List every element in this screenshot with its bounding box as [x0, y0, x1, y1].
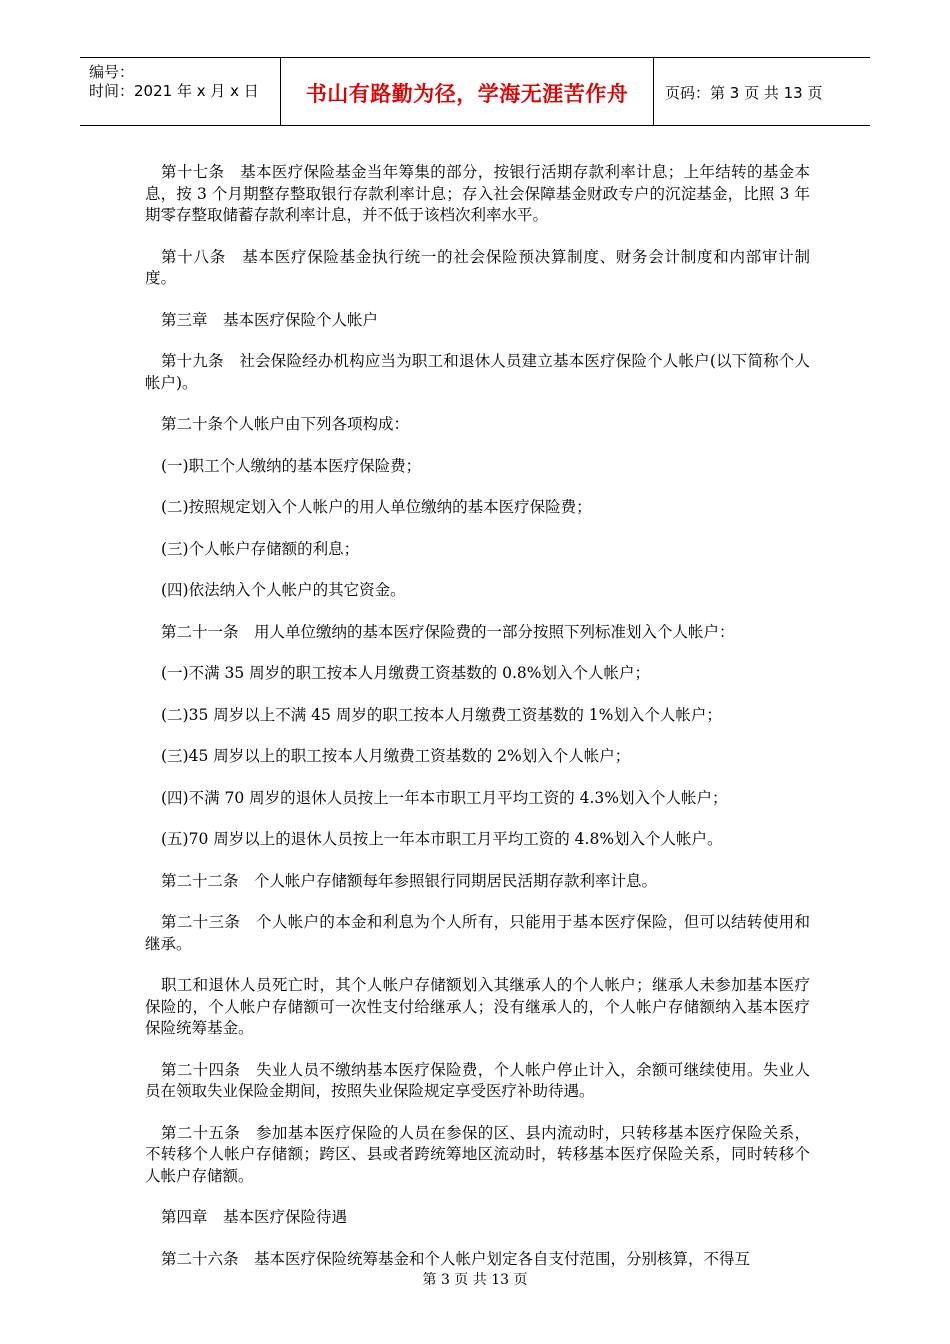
article-21-item-1: (一)不满 35 周岁的职工按本人月缴费工资基数的 0.8%划入个人帐户； — [161, 664, 650, 682]
article-17: 第十七条 基本医疗保险基金当年筹集的部分，按银行活期存款利率计息；上年结转的基金本息，按 3 个月期整存整取银行存款利率计息；存入社会保障基金财政专户的沉淀基金，比照 3 年期零存整取储蓄存款利率计息，并不低于该档次利率水平。 — [145, 163, 810, 224]
page-header — [80, 57, 870, 126]
chapter-4-heading: 第四章 基本医疗保险待遇 — [161, 1208, 348, 1226]
header-motto-cell — [280, 58, 654, 125]
document-date-label: 时间：2021 年 x 月 x 日 — [89, 82, 259, 100]
article-18: 第十八条 基本医疗保险基金执行统一的社会保险预决算制度、财务会计制度和内部审计制度。 — [145, 247, 810, 287]
article-20: 第二十条个人帐户由下列各项构成： — [161, 415, 410, 433]
article-20-item-4: (四)依法纳入个人帐户的其它资金。 — [161, 581, 406, 599]
article-21-item-3: (三)45 周岁以上的职工按本人月缴费工资基数的 2%划入个人帐户； — [161, 747, 631, 765]
article-21-item-2: (二)35 周岁以上不满 45 周岁的职工按本人月缴费工资基数的 1%划入个人帐户； — [161, 705, 722, 724]
article-21-item-5: (五)70 周岁以上的退休人员按上一年本市职工月平均工资的 4.8%划入个人帐户。 — [161, 830, 723, 848]
article-21-item-4: (四)不满 70 周岁的退休人员按上一年本市职工月平均工资的 4.3%划入个人帐户； — [161, 788, 728, 807]
article-23-continued: 职工和退休人员死亡时，其个人帐户存储额划入其继承人的个人帐户；继承人未参加基本医疗保险的，个人帐户存储额可一次性支付给继承人；没有继承人的，个人帐户存储额纳入基本医疗保险统筹基金。 — [145, 976, 810, 1037]
article-24: 第二十四条 失业人员不缴纳基本医疗保险费，个人帐户停止计入，余额可继续使用。失业人员在领取失业保险金期间，按照失业保险规定享受医疗补助待遇。 — [145, 1060, 810, 1100]
article-20-item-2: (二)按照规定划入个人帐户的用人单位缴纳的基本医疗保险费； — [161, 498, 592, 516]
article-20-item-1: (一)职工个人缴纳的基本医疗保险费； — [161, 456, 422, 475]
article-25: 第二十五条 参加基本医疗保险的人员在参保的区、县内流动时，只转移基本医疗保险关系，不转移个人帐户存储额；跨区、县或者跨统筹地区流动时，转移基本医疗保险关系，同时转移个人帐户存储额。 — [145, 1123, 810, 1185]
header-page-info: 页码：第 3 页 共 13 页 — [665, 84, 823, 102]
article-19: 第十九条 社会保险经办机构应当为职工和退休人员建立基本医疗保险个人帐户(以下简称个人帐户)。 — [145, 352, 810, 392]
article-20-item-3: (三)个人帐户存储额的利息； — [161, 539, 360, 558]
document-number-label: 编号： — [89, 63, 135, 81]
header-page-cell — [653, 58, 870, 125]
article-23: 第二十三条 个人帐户的本金和利息为个人所有，只能用于基本医疗保险，但可以结转使用和继承。 — [145, 913, 810, 953]
article-26: 第二十六条 基本医疗保险统筹基金和个人帐户划定各自支付范围，分别核算，不得互 — [161, 1249, 751, 1268]
page-footer: 第 3 页 共 13 页 — [422, 1272, 528, 1288]
document-body — [145, 162, 810, 1290]
article-21: 第二十一条 用人单位缴纳的基本医疗保险费的一部分按照下列标准划入个人帐户： — [161, 622, 735, 641]
chapter-3-heading: 第三章 基本医疗保险个人帐户 — [161, 310, 379, 329]
header-motto: 书山有路勤为径，学海无涯苦作舟 — [305, 82, 629, 106]
header-meta-cell — [80, 58, 280, 125]
article-22: 第二十二条 个人帐户存储额每年参照银行同期居民活期存款利率计息。 — [161, 871, 658, 890]
